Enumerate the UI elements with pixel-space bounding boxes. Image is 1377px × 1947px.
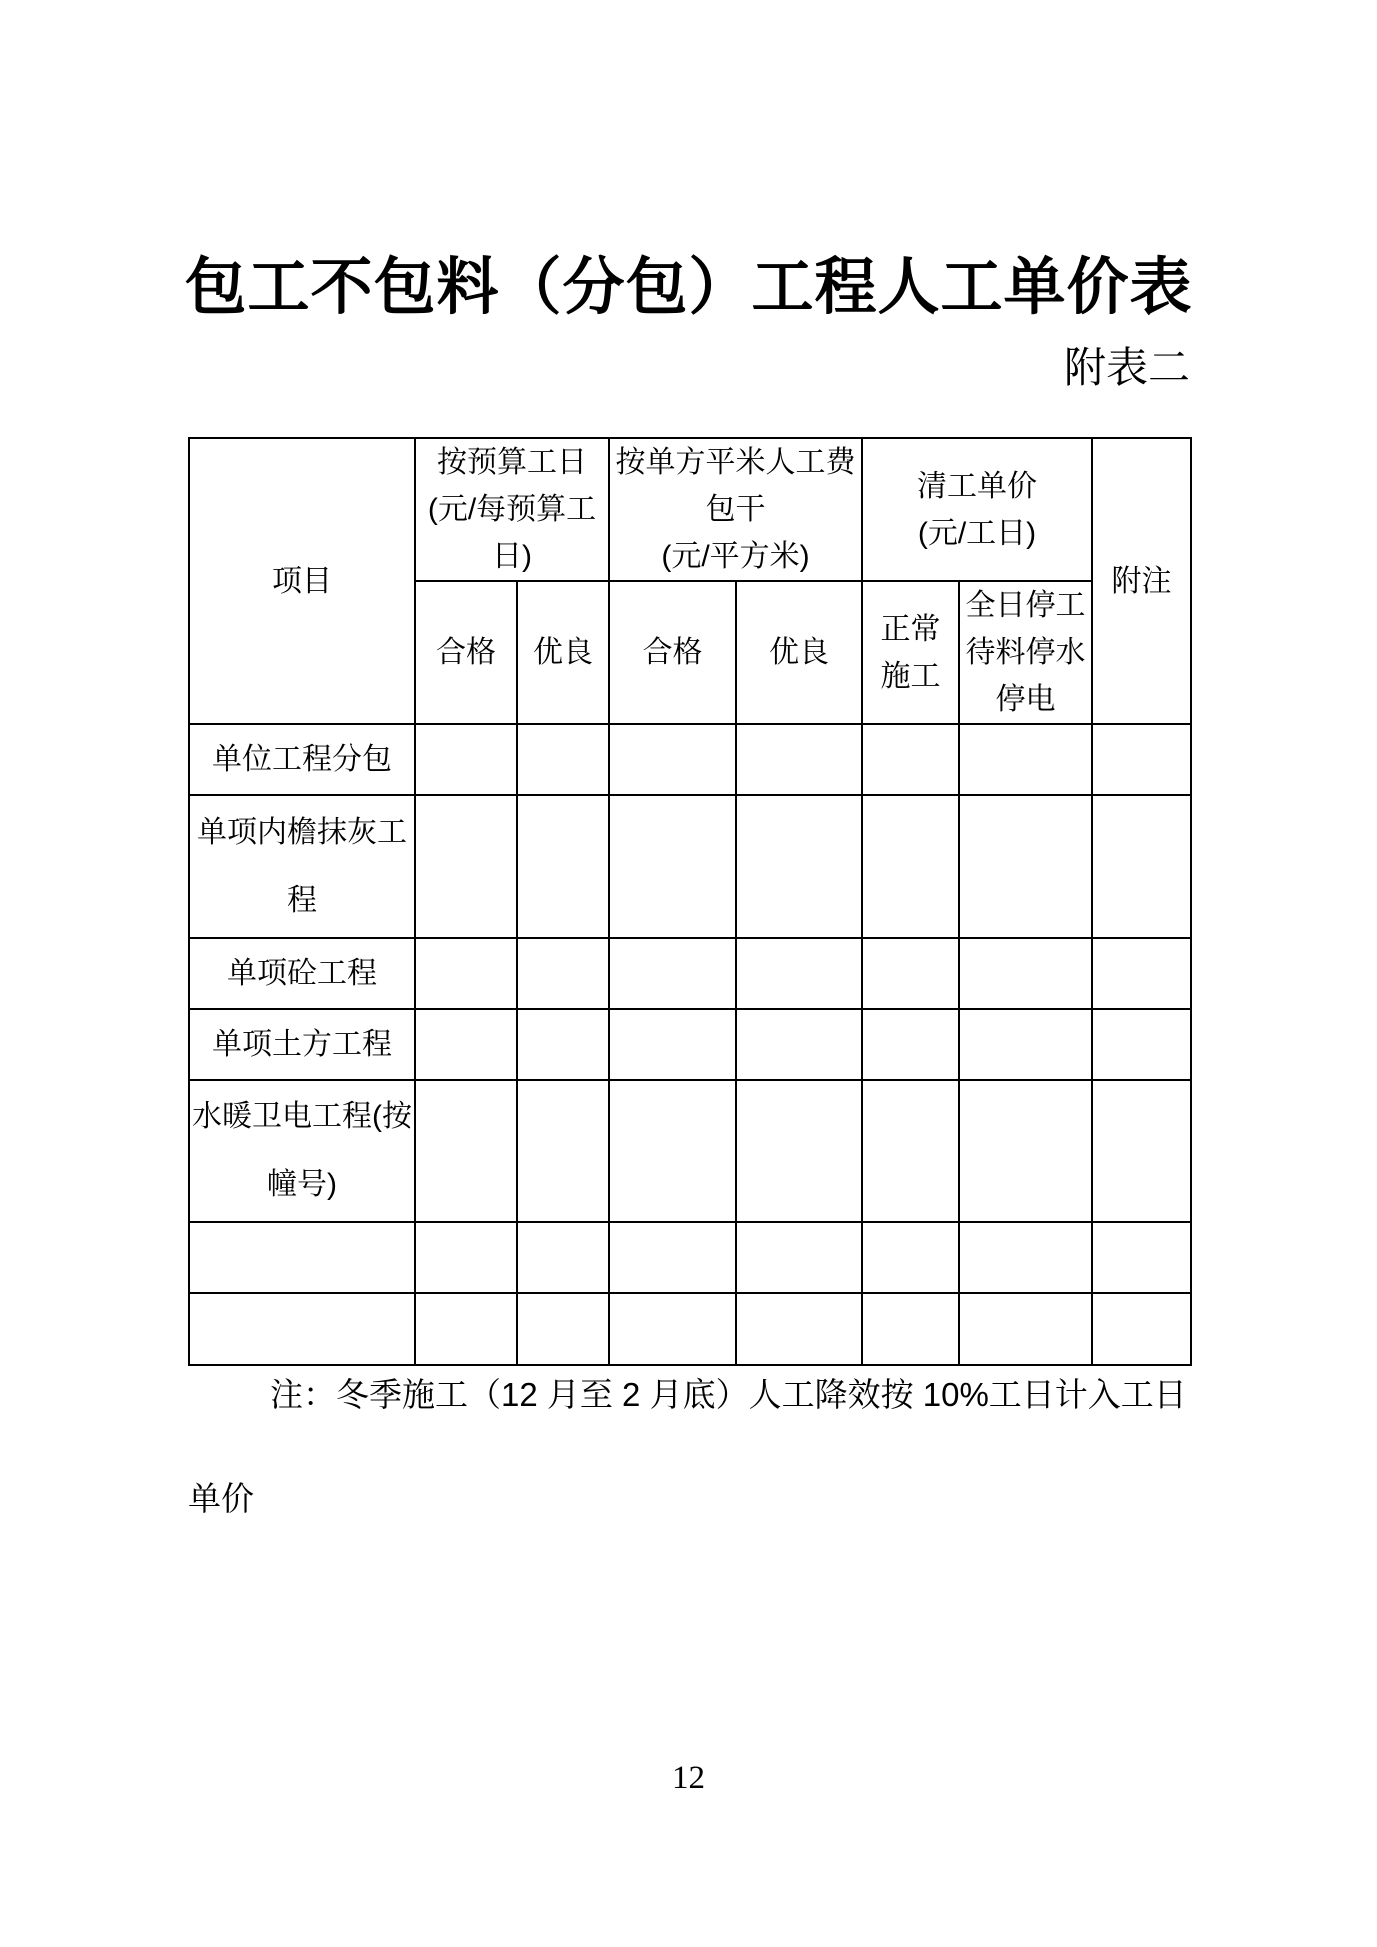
value-cell <box>415 938 517 1009</box>
value-cell <box>959 1080 1092 1222</box>
value-cell <box>862 1222 959 1293</box>
header-budget-workday-line: 日) <box>492 540 532 573</box>
header-clean-work-line: (元/工日) <box>917 516 1037 550</box>
header-per-sqm-line: 包干 <box>705 493 766 526</box>
value-cell <box>609 795 736 938</box>
page-title: 包工不包料（分包）工程人工单价表 <box>184 253 1193 322</box>
value-cell <box>862 724 959 795</box>
value-cell <box>736 795 862 938</box>
labor-unit-price-table <box>188 437 1192 1366</box>
row-label: 单项内檐抹灰工程 <box>189 795 415 938</box>
header-per-sqm-labor-fee <box>609 438 862 581</box>
header-per-sqm-line: (元/平方米) <box>661 540 810 573</box>
value-cell <box>736 1009 862 1080</box>
row-label: 单项土方工程 <box>189 1009 415 1080</box>
header-budget-workday-line: (元/每预算工 <box>427 493 597 526</box>
header-budget-workday <box>415 438 609 581</box>
subheader-full-day-stop-line: 停电 <box>995 683 1056 716</box>
footnote <box>188 1358 1190 1522</box>
page-number: 12 <box>672 1760 705 1796</box>
value-cell <box>517 1293 609 1365</box>
value-cell <box>415 1293 517 1365</box>
footnote-line: 单价 <box>188 1480 254 1517</box>
table-row <box>189 1293 1191 1365</box>
value-cell <box>517 795 609 938</box>
value-cell <box>517 938 609 1009</box>
value-cell <box>959 724 1092 795</box>
table-row <box>189 1009 1191 1080</box>
value-cell <box>959 1222 1092 1293</box>
value-cell <box>517 1009 609 1080</box>
subheader-full-day-stop-line: 全日停工 <box>965 589 1086 622</box>
subheader-excellent-2: 优良 <box>736 581 862 724</box>
value-cell <box>1092 1009 1191 1080</box>
value-cell <box>862 938 959 1009</box>
value-cell <box>736 724 862 795</box>
value-cell <box>1092 724 1191 795</box>
value-cell <box>736 1293 862 1365</box>
value-cell <box>517 1222 609 1293</box>
subheader-normal-construction-line: 施工 <box>880 659 941 693</box>
value-cell <box>415 1009 517 1080</box>
table-row <box>189 938 1191 1009</box>
header-row-groups <box>189 438 1191 581</box>
row-label: 水暖卫电工程(按幢号) <box>189 1080 415 1222</box>
value-cell <box>736 1080 862 1222</box>
value-cell <box>517 1080 609 1222</box>
value-cell <box>609 1293 736 1365</box>
value-cell <box>415 724 517 795</box>
value-cell <box>736 1222 862 1293</box>
row-label <box>189 1222 415 1293</box>
footnote-line: 注：冬季施工（12 月至 2 月底）人工降效按 10%工日计入工日 <box>270 1376 1187 1413</box>
header-per-sqm-line: 按单方平米人工费 <box>615 446 856 479</box>
table-row <box>189 1080 1191 1222</box>
header-clean-work-price <box>862 438 1092 581</box>
subheader-normal-construction-line: 正常 <box>880 612 941 646</box>
subheader-qualified-2: 合格 <box>609 581 736 724</box>
value-cell <box>959 938 1092 1009</box>
row-label: 单位工程分包 <box>189 724 415 795</box>
value-cell <box>959 1293 1092 1365</box>
value-cell <box>862 795 959 938</box>
value-cell <box>1092 1293 1191 1365</box>
value-cell <box>609 1009 736 1080</box>
header-clean-work-line: 清工单价 <box>917 469 1038 503</box>
value-cell <box>517 724 609 795</box>
value-cell <box>609 938 736 1009</box>
value-cell <box>862 1009 959 1080</box>
value-cell <box>609 1080 736 1222</box>
header-project: 项目 <box>189 438 415 724</box>
value-cell <box>609 1222 736 1293</box>
table-row <box>189 795 1191 938</box>
header-remarks: 附注 <box>1092 438 1191 724</box>
value-cell <box>959 1009 1092 1080</box>
value-cell <box>736 938 862 1009</box>
subheader-excellent-1: 优良 <box>517 581 609 724</box>
value-cell <box>609 724 736 795</box>
value-cell <box>1092 1222 1191 1293</box>
value-cell <box>1092 938 1191 1009</box>
value-cell <box>415 795 517 938</box>
table-row <box>189 724 1191 795</box>
value-cell <box>959 795 1092 938</box>
value-cell <box>1092 795 1191 938</box>
header-budget-workday-line: 按预算工日 <box>437 446 587 479</box>
subheader-qualified-1: 合格 <box>415 581 517 724</box>
subheader-normal-construction <box>862 581 959 724</box>
value-cell <box>862 1080 959 1222</box>
subheader-full-day-stop <box>959 581 1092 724</box>
value-cell <box>415 1080 517 1222</box>
value-cell <box>1092 1080 1191 1222</box>
row-label: 单项砼工程 <box>189 938 415 1009</box>
subheader-full-day-stop-line: 待料停水 <box>965 636 1086 669</box>
value-cell <box>415 1222 517 1293</box>
row-label <box>189 1293 415 1365</box>
table-row <box>189 1222 1191 1293</box>
value-cell <box>862 1293 959 1365</box>
subtitle-appendix-label: 附表二 <box>1063 344 1190 391</box>
